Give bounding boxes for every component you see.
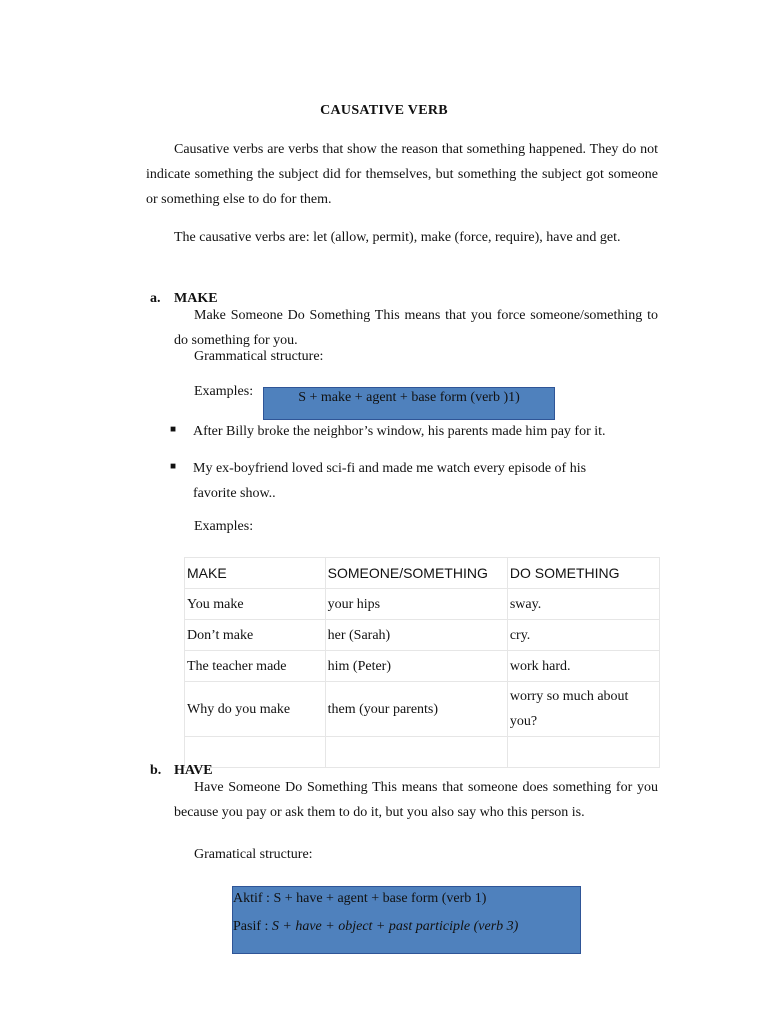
section-a-examples-label-2: Examples:	[194, 519, 254, 534]
table-row	[185, 682, 660, 737]
section-b-title: HAVE	[174, 763, 213, 778]
table-cell: You make	[185, 589, 326, 620]
table-cell: her (Sarah)	[325, 620, 507, 651]
table-cell: worry so much about you?	[507, 682, 659, 737]
table-row	[185, 620, 660, 651]
intro-paragraph-1: Causative verbs are verbs that show the reason that something happened. They do not indicate something the subject did for themselves, but something the subject got someone or something else to do for them.	[146, 142, 658, 207]
bullet-item: My ex-boyfriend loved sci-fi and made me watch every episode of his favorite show..	[193, 461, 587, 501]
intro-paragraph-2: The causative verbs are: let (allow, permit), make (force, require), have and get.	[174, 230, 621, 245]
make-examples-table	[184, 557, 660, 768]
have-pasif-label: Pasif :	[233, 919, 269, 934]
table-cell	[325, 737, 507, 768]
table-cell: sway.	[507, 589, 659, 620]
table-cell: The teacher made	[185, 651, 326, 682]
have-pasif-line	[233, 917, 518, 937]
make-formula-text: S + make + agent + base form (verb )1)	[298, 390, 520, 405]
table-cell: them (your parents)	[325, 682, 507, 737]
table-header-cell: MAKE	[185, 558, 326, 589]
page-title: CAUSATIVE VERB	[320, 103, 448, 118]
table-cell: cry.	[507, 620, 659, 651]
table-row	[185, 651, 660, 682]
section-b-description: Have Someone Do Something This means that someone does something for you because you pay or ask them to do it, but you also say who this person is.	[174, 780, 658, 820]
table-cell: work hard.	[507, 651, 659, 682]
bullet-item: After Billy broke the neighbor’s window, his parents made him pay for it.	[193, 424, 606, 439]
table-cell: him (Peter)	[325, 651, 507, 682]
have-pasif-formula: S + have + object + past participle (verb 3)	[271, 919, 519, 934]
section-a-description: Make Someone Do Something This means that you force someone/something to do something for you.	[174, 308, 658, 348]
table-cell: Don’t make	[185, 620, 326, 651]
table-header-cell: SOMEONE/SOMETHING	[325, 558, 507, 589]
table-header-row	[185, 558, 660, 589]
bullet-icon: ■	[170, 461, 177, 472]
have-formula-box	[232, 886, 581, 954]
section-a-examples-label: Examples:	[194, 384, 254, 399]
table-row	[185, 589, 660, 620]
table-cell: your hips	[325, 589, 507, 620]
table-cell: Why do you make	[185, 682, 326, 737]
section-b-structure-label: Gramatical structure:	[194, 847, 313, 862]
have-aktif-formula: Aktif : S + have + agent + base form (verb 1)	[233, 891, 487, 906]
bullet-icon: ■	[170, 424, 177, 435]
table-row	[185, 737, 660, 768]
table-cell	[507, 737, 659, 768]
section-a-structure-label: Grammatical structure:	[194, 349, 324, 364]
section-b-letter: b.	[150, 763, 162, 778]
section-a-title: MAKE	[174, 291, 218, 306]
table-header-cell: DO SOMETHING	[507, 558, 659, 589]
section-a-letter: a.	[150, 291, 161, 306]
make-formula-box	[263, 387, 555, 420]
